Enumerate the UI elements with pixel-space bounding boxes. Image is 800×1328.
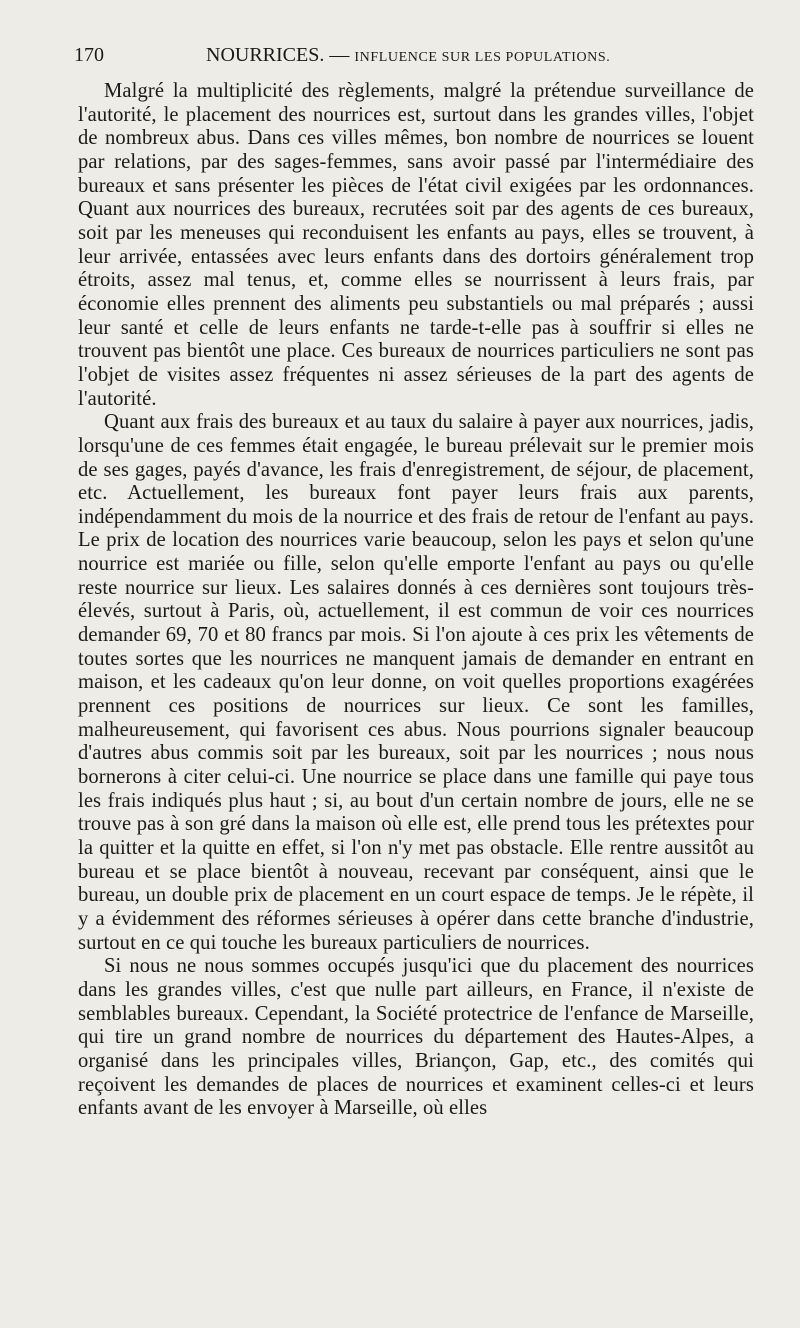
running-title-main: NOURRICES. [206, 44, 325, 66]
paragraph: Malgré la multiplicité des règlements, malgré la prétendue surveillance de l'autorité, le placement des nourrices est, surtout dans les grandes villes, l'objet de nombreux abus. Dans ces villes mêmes, bon nombre de nourrices se louent par relations, par des sages-femmes, sans avoir passé par l'intermédiaire des bureaux et sans présenter les pièces de l'état civil exigées par les ordonnances. Quant aux nourrices des bureaux, recrutées soit par des agents de ces bureaux, soit par les meneuses qui reconduisent les enfants au pays, elles se trouvent, à leur arrivée, entassées avec leurs enfants dans des dortoirs généralement trop étroits, assez mal tenus, et, comme elles se nourrissent à leurs frais, par économie elles prennent des aliments peu substantiels ou mal préparés ; aussi leur santé et celle de leurs enfants ne tarde-t-elle pas à souffrir si elles ne trouvent pas bientôt une place. Ces bureaux de nourrices particuliers ne sont pas l'objet de visites assez fréquentes ni assez sérieuses de la part des agents de l'autorité. [78, 80, 754, 410]
page-number: 170 [74, 44, 104, 66]
body-text [78, 80, 754, 1121]
running-title-sub: INFLUENCE SUR LES POPULATIONS. [354, 50, 611, 65]
running-title [206, 44, 610, 67]
paragraph: Quant aux frais des bureaux et au taux du salaire à payer aux nourrices, jadis, lorsqu'une de ces femmes était engagée, le bureau prélevait sur le premier mois de ses gages, payés d'avance, les frais d'enregistrement, de séjour, de placement, etc. Actuellement, les bureaux font payer leurs frais aux parents, indépendamment du mois de la nourrice et des frais de retour de l'enfant au pays. Le prix de location des nourrices varie beaucoup, selon les pays et selon qu'une nourrice est mariée ou fille, selon qu'elle emporte l'enfant au pays ou qu'elle reste nourrice sur lieux. Les salaires donnés à ces dernières sont toujours très-élevés, surtout à Paris, où, actuellement, il est commun de voir ces nourrices demander 69, 70 et 80 francs par mois. Si l'on ajoute à ces prix les vêtements de toutes sortes que les nourrices ne manquent jamais de demander en entrant en maison, et les cadeaux qu'on leur donne, on voit quelles proportions exagérées prennent ces positions de nourrices sur lieux. Ce sont les familles, malheureusement, qui favorisent ces abus. Nous pourrions signaler beaucoup d'autres abus commis soit par les bureaux, soit par les nourrices ; nous nous bornerons à citer celui-ci. Une nourrice se place dans une famille qui paye tous les frais indiqués plus haut ; si, au bout d'un certain nombre de jours, elle ne se trouve pas à son gré dans la maison où elle est, elle prend tous les prétextes pour la quitter et la quitte en effet, si l'on n'y met pas obstacle. Elle rentre aussitôt au bureau et se place bientôt à nouveau, recevant par conséquent, ainsi que le bureau, un double prix de placement en un court espace de temps. Je le répète, il y a évidemment des réformes sérieuses à opérer dans cette branche d'industrie, surtout en ce qui touche les bureaux particuliers de nourrices. [78, 411, 754, 954]
page-header [74, 44, 724, 76]
paragraph: Si nous ne nous sommes occupés jusqu'ici que du placement des nourrices dans les grandes villes, c'est que nulle part ailleurs, en France, il n'existe de semblables bureaux. Cependant, la Société protectrice de l'enfance de Marseille, qui tire un grand nombre de nourrices du département des Hautes-Alpes, a organisé dans les principales villes, Briançon, Gap, etc., des comités qui reçoivent les demandes de places de nourrices et examinent celles-ci et leurs enfants avant de les envoyer à Marseille, où elles [78, 955, 754, 1120]
running-title-dash: — [324, 44, 355, 66]
